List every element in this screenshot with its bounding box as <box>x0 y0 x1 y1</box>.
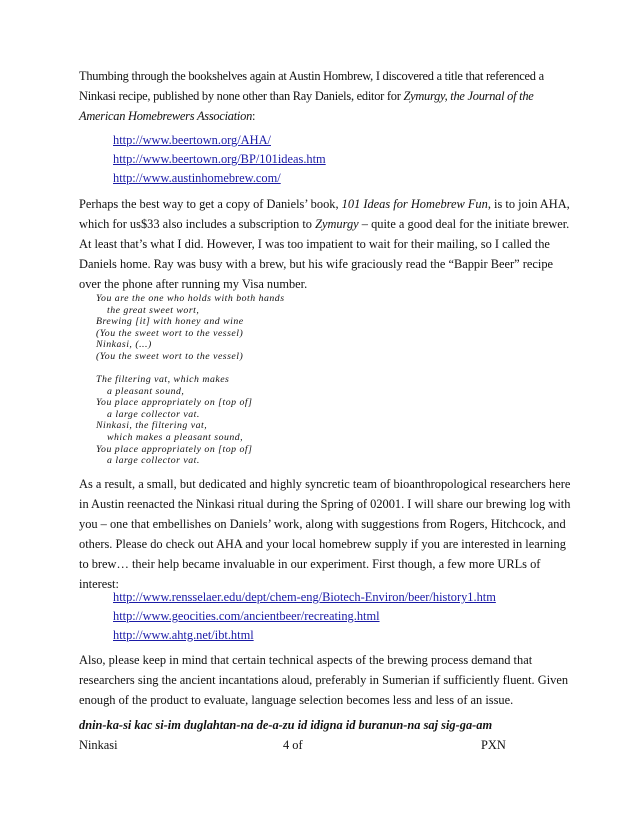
footer-author: PXN <box>481 738 506 752</box>
link-rensselaer[interactable]: http://www.rensselaer.edu/dept/chem-eng/Biotech-Environ/beer/history1.htm <box>113 590 496 604</box>
poem-line: The filtering vat, which makes <box>96 374 230 385</box>
link-austinhomebrew[interactable]: http://www.austinhomebrew.com/ <box>113 171 281 185</box>
poem-stanza-2 <box>96 374 396 467</box>
list-item <box>113 131 326 150</box>
list-item <box>113 150 326 169</box>
poem-line: You are the one who holds with both hands <box>96 293 285 304</box>
link-101ideas[interactable]: http://www.beertown.org/BP/101ideas.htm <box>113 152 326 166</box>
list-item <box>113 169 326 188</box>
paragraph-intro <box>79 66 571 126</box>
poem-line: a large collector vat. <box>107 408 200 420</box>
poem-stanza-1 <box>96 293 396 363</box>
paragraph-incantations: Also, please keep in mind that certain technical aspects of the brewing process demand that researchers sing the ancient incantations aloud, preferably in Sumerian if sufficiently fluent. Given enough of the product to evaluate, language selection becomes less and less of an issue. <box>79 653 569 707</box>
book-text-b: , is to join AHA, which for us$33 also includes a subscription to <box>79 197 570 231</box>
footer-title: Ninkasi <box>79 738 118 752</box>
intro-text: Thumbing through the bookshelves again at Austin Hombrew, I discovered a title that referenced a Ninkasi recipe, published by none other than Ray Daniels, editor for <box>79 69 544 103</box>
paragraph-reenactment: As a result, a small, but dedicated and highly syncretic team of bioanthropological researchers here in Austin reenacted the Ninkasi ritual during the Spring of 02001. I will share our brewing log with you – one that embellishes on Daniels’ work, along with suggestions from Rogers, Hitchcock, and others. Please do check out AHA and your local homebrew supply if you are interested in learning to brew… their help became invaluable in our experiment. First though, a few more URLs of interest: <box>79 477 571 591</box>
link-list-2 <box>113 588 496 645</box>
list-item <box>113 626 496 645</box>
poem-line: which makes a pleasant sound, <box>107 431 244 443</box>
link-list-1 <box>113 131 326 188</box>
poem-line: Ninkasi, the filtering vat, <box>96 420 208 432</box>
link-geocities[interactable]: http://www.geocities.com/ancientbeer/recreating.html <box>113 609 380 623</box>
list-item <box>113 588 496 607</box>
paragraph-book <box>79 194 571 294</box>
list-item <box>113 607 496 626</box>
poem-line: Brewing [it] with honey and wine <box>96 316 244 328</box>
poem-line: the great sweet wort, <box>107 304 200 316</box>
magazine-title: Zymurgy <box>315 217 359 231</box>
poem-line: (You the sweet wort to the vessel) <box>96 327 244 339</box>
journal-title: Zymurgy, the Journal of the American Homebrewers Association <box>79 89 534 123</box>
intro-end: : <box>252 109 256 123</box>
book-text-a: Perhaps the best way to get a copy of Daniels’ book, <box>79 197 342 211</box>
poem-line: Ninkasi, (...) <box>96 339 152 351</box>
poem-line: a pleasant sound, <box>107 385 185 397</box>
footer-page-number: 4 of <box>283 738 303 752</box>
link-ahtg[interactable]: http://www.ahtg.net/ibt.html <box>113 628 254 642</box>
link-aha[interactable]: http://www.beertown.org/AHA/ <box>113 133 271 147</box>
poem-line: You place appropriately on [top of] <box>96 397 253 409</box>
sumerian-line: dnin-ka-si kac si-im duglahtan-na de-a-zu id idigna id buranun-na saj sig-ga-am <box>79 718 493 732</box>
book-text-c: – quite a good deal for the initiate brewer. At least that’s what I did. However, I was too impatient to wait for their mailing, so I called the Daniels home. Ray was busy with a brew, but his wife graciously read the “Bappir Beer” recipe over the phone after running my Visa number. <box>79 217 570 291</box>
poem-line: a large collector vat. <box>107 455 200 467</box>
poem-line: (You the sweet wort to the vessel) <box>96 350 244 362</box>
poem-line: You place appropriately on [top of] <box>96 443 253 455</box>
book-title: 101 Ideas for Homebrew Fun <box>341 197 488 211</box>
